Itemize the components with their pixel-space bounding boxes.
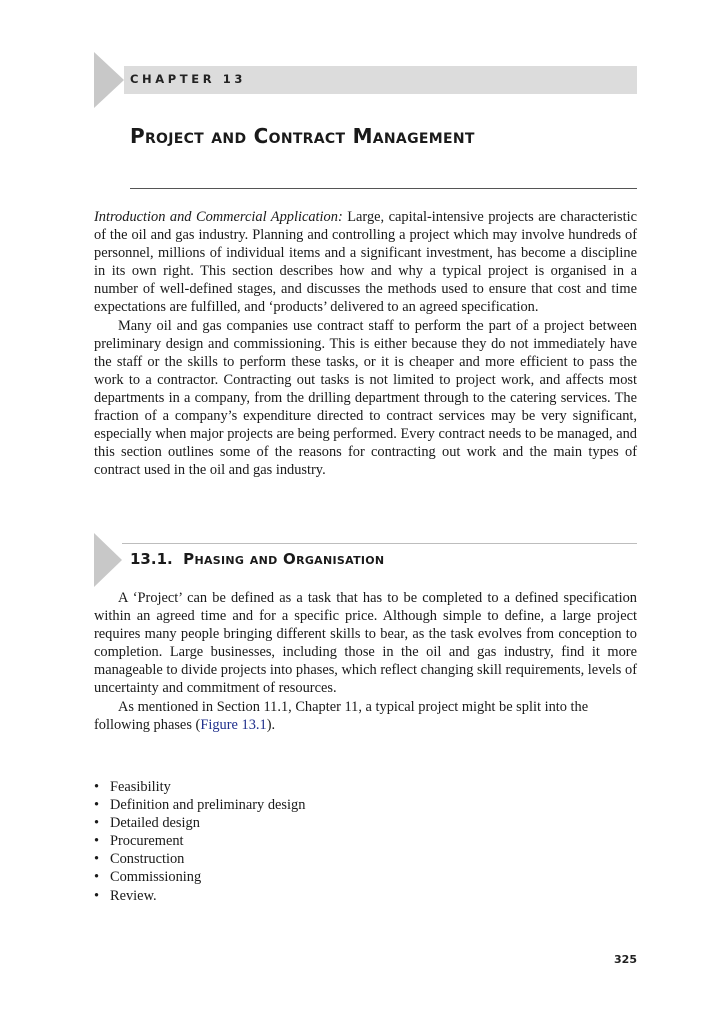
intro-p1-text: Large, capital-intensive projects are characteristic of the oil and gas industry. Planning and controlling a project which may involve hundreds of personnel, millions of individual items and a significant investment, has become a discipline in its own right. This section describes how and why a typical project is organised in a number of well-defined stages, and discusses the methods used to ensure that cost and time expectations are fulfilled, and ‘products’ delivered to an agreed specification. xyxy=(94,209,637,316)
list-item: • Feasibility xyxy=(94,779,171,795)
bullet-icon: • xyxy=(94,779,100,795)
section-paragraph-2 xyxy=(94,698,637,734)
title-divider xyxy=(130,188,637,189)
intro-paragraph-2: Many oil and gas companies use contract staff to perform the part of a project between preliminary design and commissioning. This is either because they do not immediately have the staff or the skills to perform these tasks, or it is cheaper and more efficient to pass the work to a contractor. Contracting out tasks is not limited to project work, and affects most departments in a company, from the drilling department through to the catering services. The fraction of a company’s expenditure directed to contract services may be very significant, especially when major projects are being performed. Every contract needs to be managed, and this section outlines some of the reasons for contracting out work and the main types of contract used in the oil and gas industry. xyxy=(94,317,637,479)
section-paragraph-1: A ‘Project’ can be defined as a task that has to be completed to a defined specification within an agreed time and for a specific price. Although simple to define, a large project requires many people bringing different skills to bear, as the task evolves from conception to completion. Large businesses, including those in the oil and gas industry, find it more manageable to divide projects into phases, which reflect changing skill requirements, levels of uncertainty and commitment of resources. xyxy=(94,590,637,697)
list-item: • Detailed design xyxy=(94,815,200,832)
list-item: • Commissioning xyxy=(94,869,202,886)
section-number: 13.1. xyxy=(130,550,173,568)
page-number: 325 xyxy=(614,953,637,966)
bullet-icon: • xyxy=(94,887,100,904)
chapter-label: CHAPTER 13 xyxy=(130,72,246,86)
bullet-icon: • xyxy=(94,815,100,832)
list-item: • Construction xyxy=(94,851,185,868)
section-heading xyxy=(130,550,384,568)
bullet-icon: • xyxy=(94,851,100,868)
figure-link[interactable]: Figure 13.1 xyxy=(200,716,267,733)
phases-list xyxy=(94,778,305,905)
section-p2-end: ). xyxy=(266,716,276,733)
section-title: Phasing and Organisation xyxy=(183,550,385,568)
intro-text xyxy=(94,208,637,479)
section-header-arrow xyxy=(94,533,122,587)
intro-lead: Introduction and Commercial Application: xyxy=(94,209,343,225)
intro-paragraph-1 xyxy=(94,208,637,317)
chapter-header-arrow xyxy=(94,52,124,108)
chapter-title: Project and Contract Management xyxy=(130,124,475,148)
section-header-rule xyxy=(122,543,637,544)
list-item: • Review. xyxy=(94,887,157,904)
section-p2-text: As mentioned in Section 11.1, Chapter 11, a typical project might be split into the following phases ( xyxy=(94,698,589,733)
bullet-icon: • xyxy=(94,869,100,886)
list-item: • Procurement xyxy=(94,833,184,850)
bullet-icon: • xyxy=(94,797,100,814)
list-item: • Definition and preliminary design xyxy=(94,797,306,814)
section-text xyxy=(94,589,637,734)
bullet-icon: • xyxy=(94,833,100,850)
